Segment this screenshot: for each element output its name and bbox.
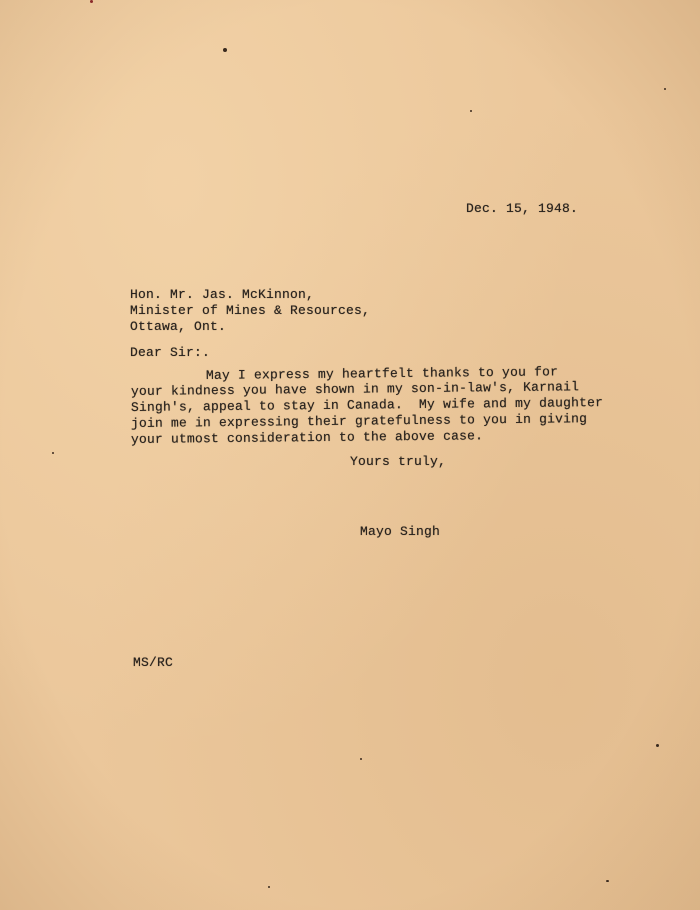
body-line: May I express my heartfelt thanks to you for xyxy=(205,364,559,383)
paper-speck xyxy=(52,452,54,454)
paper-speck xyxy=(656,744,659,747)
paper-speck xyxy=(470,110,472,112)
body-line: your utmost consideration to the above case. xyxy=(130,428,484,447)
recipient-location: Ottawa, Ont. xyxy=(130,319,227,334)
signature-name: Mayo Singh xyxy=(360,524,441,539)
letter-date: Dec. 15, 1948. xyxy=(466,201,579,216)
paper-speck xyxy=(606,880,609,882)
paper-speck xyxy=(268,886,270,888)
reference-initials: MS/RC xyxy=(133,655,174,670)
body-line: join me in expressing their gratefulness to you in giving xyxy=(130,411,588,431)
salutation: Dear Sir:. xyxy=(130,345,211,360)
paper-speck xyxy=(664,88,666,90)
body-line: Singh's, appeal to stay in Canada. My wife and my daughter xyxy=(130,395,604,415)
recipient-title: Minister of Mines & Resources, xyxy=(130,303,371,318)
body-line: your kindness you have shown in my son-in-law's, Karnail xyxy=(130,379,580,399)
recipient-name: Hon. Mr. Jas. McKinnon, xyxy=(130,287,315,302)
complimentary-closing: Yours truly, xyxy=(350,454,447,469)
paper-speck xyxy=(360,758,362,760)
paper-speck xyxy=(90,0,93,3)
paper-speck xyxy=(223,48,227,52)
